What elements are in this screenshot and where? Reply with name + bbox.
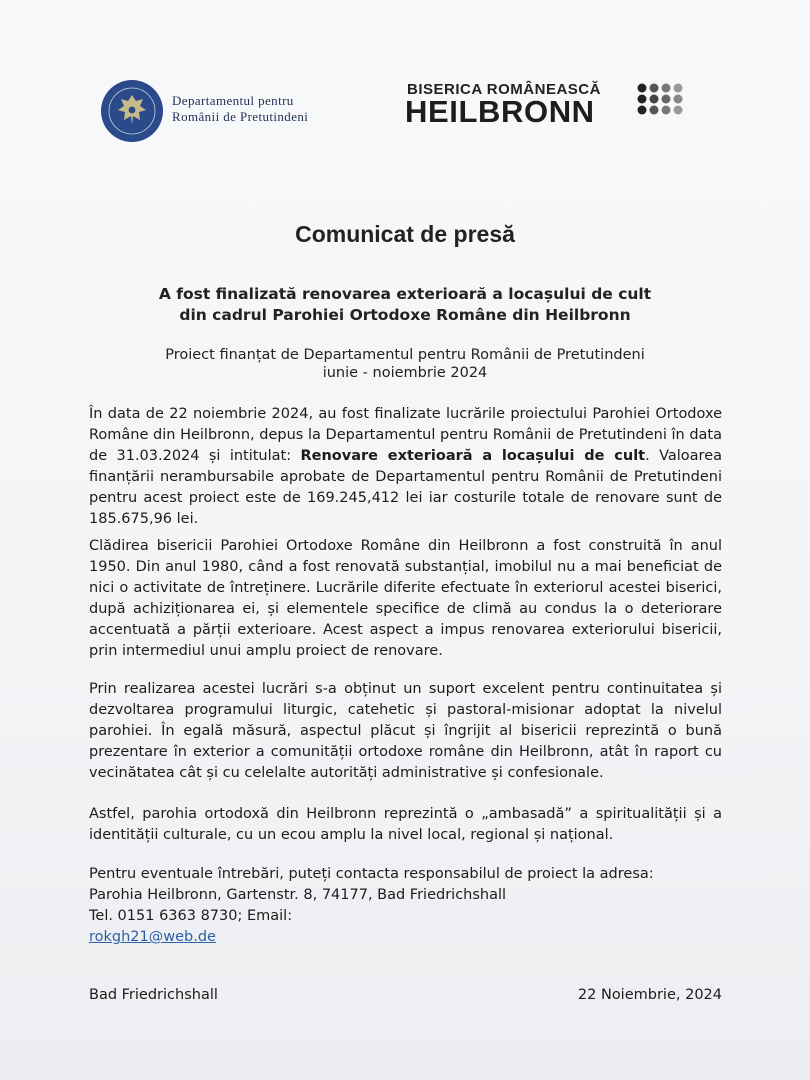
footer-date: 22 Noiembrie, 2024: [577, 987, 722, 1003]
contact-line1: Pentru eventuale întrebări, puteți contacta responsabilul de proiect la adresa:: [89, 866, 654, 882]
church-name-line1: BISERICA ROMÂNEASCĂ: [407, 81, 601, 98]
email-link[interactable]: rokgh21@web.de: [89, 929, 216, 945]
church-logo-dots-icon: [636, 82, 684, 116]
paragraph-4: Astfel, parohia ortodoxă din Heilbronn reprezintă o „ambasadă” a spiritualității și a identității culturale, cu un ecou amplu la nivel local, regional și național.: [89, 806, 722, 843]
paragraph-1-after: . Valoarea finanțării nerambursabile aprobate de Departamentul pentru Românii de Pretutindeni pentru acest proiect este de 169.245,412 lei iar costurile totale de renovare sunt de 185.675,96 lei.: [89, 448, 722, 527]
paragraph-1-before: În data de 22 noiembrie 2024, au fost finalizate lucrările proiectului Parohiei Ortodoxe Române din Heilbronn, depus la Departamentul pentru Românii de Pretutindeni în data de 31.03.2024 și intitulat:: [89, 406, 722, 464]
paragraph-3: Prin realizarea acestei lucrări s-a obținut un suport excelent pentru continuitatea și dezvoltarea programului liturgic, catehetic și pastoral-misionar adoptat la nivelul parohiei. În egală măsură, aspectul plăcut și îngrijit al bisericii reprezintă o bună prezentare în exterior a comunității ortodoxe române din Heilbronn, atât în raport cu vecinătatea cât și cu celelalte autorități administrative și confesionale.: [89, 681, 722, 781]
department-name-line1: Departamentul pentru: [172, 93, 294, 108]
contact-block: [89, 864, 722, 948]
document-subtitle: [120, 284, 690, 326]
subtitle-line1: A fost finalizată renovarea exterioară a locașului de cult: [158, 285, 652, 303]
department-name: [172, 93, 372, 125]
contact-line2: Parohia Heilbronn, Gartenstr. 8, 74177, Bad Friedrichshall: [89, 887, 507, 903]
paragraph-2: Clădirea bisericii Parohiei Ortodoxe Române din Heilbronn a fost construită în anul 1950. Din anul 1980, când a fost renovată substanțial, imobilul nu a mai beneficiat de nici o activitate de întreținere. Lucrările diferite efectuate în exteriorul acestei biserici, după achiziționarea ei, și elementele specifice de climă au condus la o deteriorare accentuată a părții exterioare. Acest aspect a impus renovarea exteriorului bisericii, prin intermediul unui amplu proiect de renovare.: [89, 538, 722, 659]
church-name-line2: HEILBRONN: [405, 94, 595, 129]
paragraph-1: [89, 404, 722, 530]
project-info: [110, 346, 700, 382]
project-line1: Proiect finanțat de Departamentul pentru Românii de Pretutindeni: [165, 347, 645, 363]
letterhead: [0, 0, 810, 150]
contact-phone: Tel. 0151 6363 8730; Email:: [89, 908, 293, 924]
subtitle-line2: din cadrul Parohiei Ortodoxe Române din Heilbronn: [179, 306, 631, 324]
department-name-line2: Românii de Pretutindeni: [172, 109, 309, 124]
project-line2: iunie - noiembrie 2024: [322, 365, 488, 381]
document-title: Comunicat de presă: [295, 221, 515, 247]
paragraph-1-bold: Renovare exterioară a locașului de cult: [300, 448, 646, 464]
government-seal-icon: [100, 79, 164, 143]
contact-line3: [89, 906, 722, 948]
footer-place: Bad Friedrichshall: [89, 987, 218, 1003]
